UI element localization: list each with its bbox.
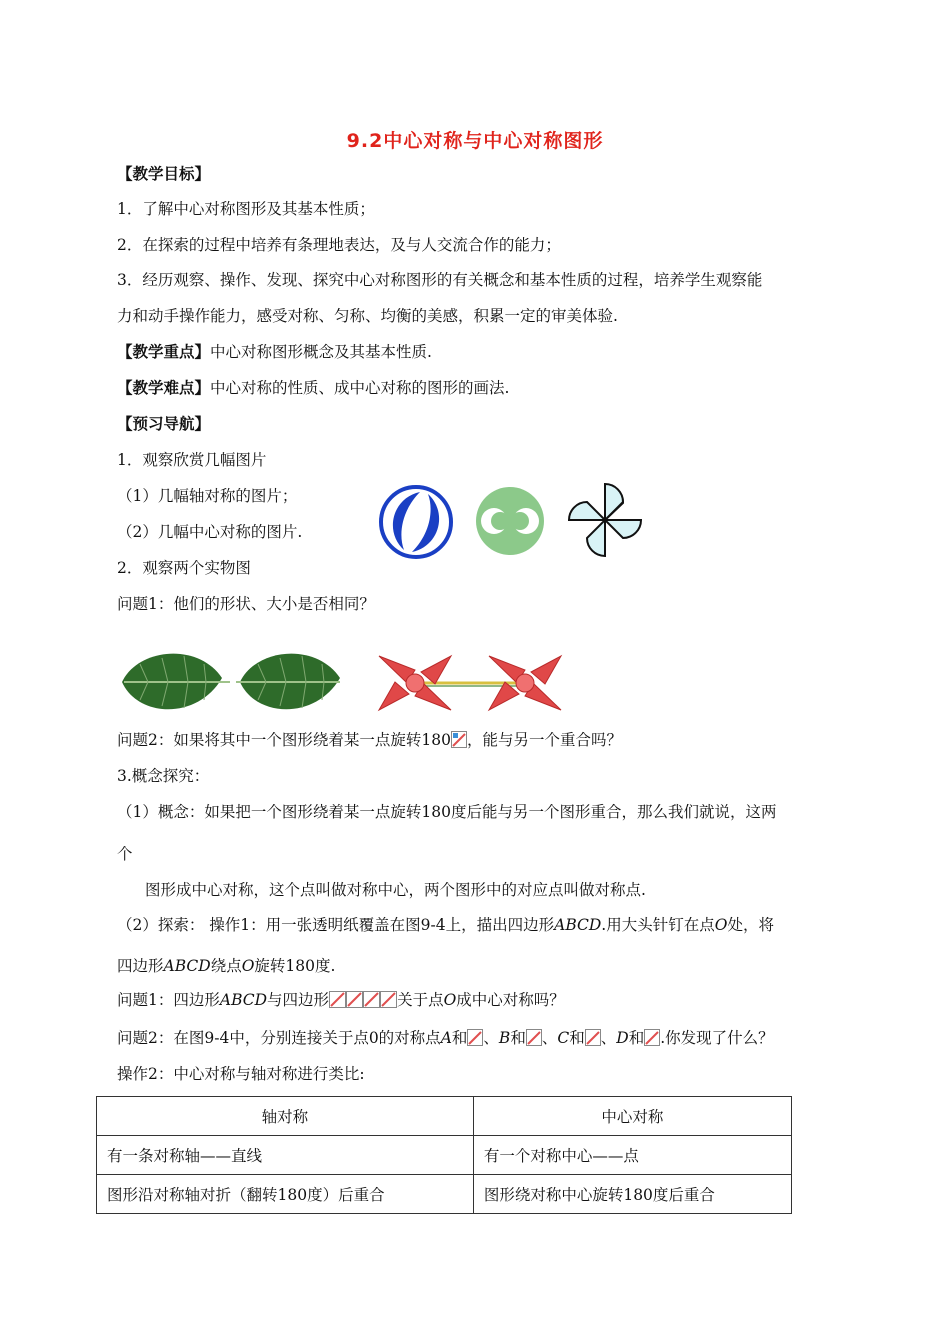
concept-heading: 3.概念探究： [117,767,210,785]
point-b-prime-image [526,1029,542,1046]
green-circle-image [474,485,546,557]
table-cell: 图形绕对称中心旋转180度后重合 [473,1175,791,1214]
point-a-label: A [440,1029,452,1047]
leaves-image [118,642,348,722]
text-segment: 和 [510,1029,526,1047]
preview-line-2: （1）几幅轴对称的图片； [117,487,298,505]
text-segment: 、 [541,1029,558,1047]
text-segment: 问题1：四边形 [117,991,220,1009]
windmills-image [377,654,565,712]
text-segment: 旋转180度. [254,957,336,975]
page-title: 9.2中心对称与中心对称图形 [346,130,604,152]
quad-abcd-label: ABCD [163,957,211,975]
text-segment: 和 [628,1029,645,1047]
quad-abcd-label: ABCD [219,991,268,1009]
key-point [117,341,432,363]
concept-2a [117,914,774,936]
point-o-label: O [714,916,728,934]
preview-line-1: 1．观察欣赏几幅图片 [117,451,267,469]
point-d-label: D [616,1029,629,1047]
operation-2: 操作2：中心对称与轴对称进行类比: [117,1065,365,1083]
point-c-prime-image [585,1029,601,1046]
text-segment: 问题2：在图9-4中，分别连接关于点0的对称点 [117,1029,441,1047]
concept-1a: （1）概念：如果把一个图形绕着某一点旋转180度后能与另一个图形重合，那么我们就说，这两 [117,803,777,821]
text-segment: .你发现了什么？ [660,1029,774,1047]
difficulty [117,377,509,399]
table-header-row [97,1097,792,1136]
text-segment: 、 [600,1029,617,1047]
text-segment: .用大头针钉在点 [601,916,715,934]
point-o-label: O [241,957,255,975]
text-segment: 四边形 [117,957,164,975]
objectives-heading: 【教学目标】 [117,165,211,183]
concept-1b: 个 [117,845,133,863]
table-header: 轴对称 [97,1097,474,1136]
difficulty-label: 【教学难点】 [117,379,211,397]
preview-line-4: 2．观察两个实物图 [117,559,251,577]
quad-prime-image [329,991,397,1008]
table-row [97,1136,792,1175]
objective-3-cont: 力和动手操作能力，感受对称、匀称、均衡的美感，积累一定的审美体验. [117,307,618,325]
point-b-label: B [498,1029,511,1047]
difficulty-text: 中心对称的性质、成中心对称的图形的画法. [210,379,510,397]
question-2-text: 问题2：如果将其中一个图形绕着某一点旋转180 [117,731,451,749]
text-segment: 关于点 [397,991,444,1009]
text-segment: 绕点 [210,957,242,975]
text-segment: 成中心对称吗？ [456,991,565,1009]
point-c-label: C [557,1029,570,1047]
point-d-prime-image [644,1029,660,1046]
text-segment: 与四边形 [267,991,330,1009]
text-segment: （2）探索： 操作1：用一张透明纸覆盖在图9-4上，描出四边形 [117,916,555,934]
text-segment: 和 [569,1029,585,1047]
question-4 [117,1027,774,1049]
question-2-end: ，能与另一个重合吗？ [466,731,622,749]
point-o-label: O [443,991,457,1009]
comparison-table [96,1096,792,1214]
key-point-label: 【教学重点】 [117,343,211,361]
table-header: 中心对称 [473,1097,791,1136]
text-segment: 处，将 [727,916,774,934]
point-a-prime-image [467,1029,483,1046]
objective-1: 1．了解中心对称图形及其基本性质； [117,200,375,218]
objective-3: 3．经历观察、操作、发现、探究中心对称图形的有关概念和基本性质的过程，培养学生观察能 [117,271,763,289]
blue-logo-image [378,484,454,560]
preview-line-3: （2）几幅中心对称的图片. [117,523,303,541]
concept-2b [117,955,335,977]
pinwheel-image [566,481,644,559]
question-3 [117,989,565,1011]
objective-2: 2．在探索的过程中培养有条理地表达，及与人交流合作的能力； [117,236,561,254]
question-2 [117,729,622,751]
quad-abcd-label: ABCD [554,916,602,934]
table-cell: 有一条对称轴——直线 [97,1136,474,1175]
concept-1c: 图形成中心对称，这个点叫做对称中心，两个图形中的对应点叫做对称点. [145,881,646,899]
text-segment: 和 [451,1029,468,1047]
table-cell: 有一个对称中心——点 [473,1136,791,1175]
text-segment: 、 [483,1029,499,1047]
table-cell: 图形沿对称轴对折（翻转180度）后重合 [97,1175,474,1214]
preview-heading: 【预习导航】 [117,415,211,433]
table-row [97,1175,792,1214]
question-1: 问题1：他们的形状、大小是否相同？ [117,595,375,613]
key-point-text: 中心对称图形概念及其基本性质. [210,343,432,361]
degree-symbol-image [451,731,467,748]
